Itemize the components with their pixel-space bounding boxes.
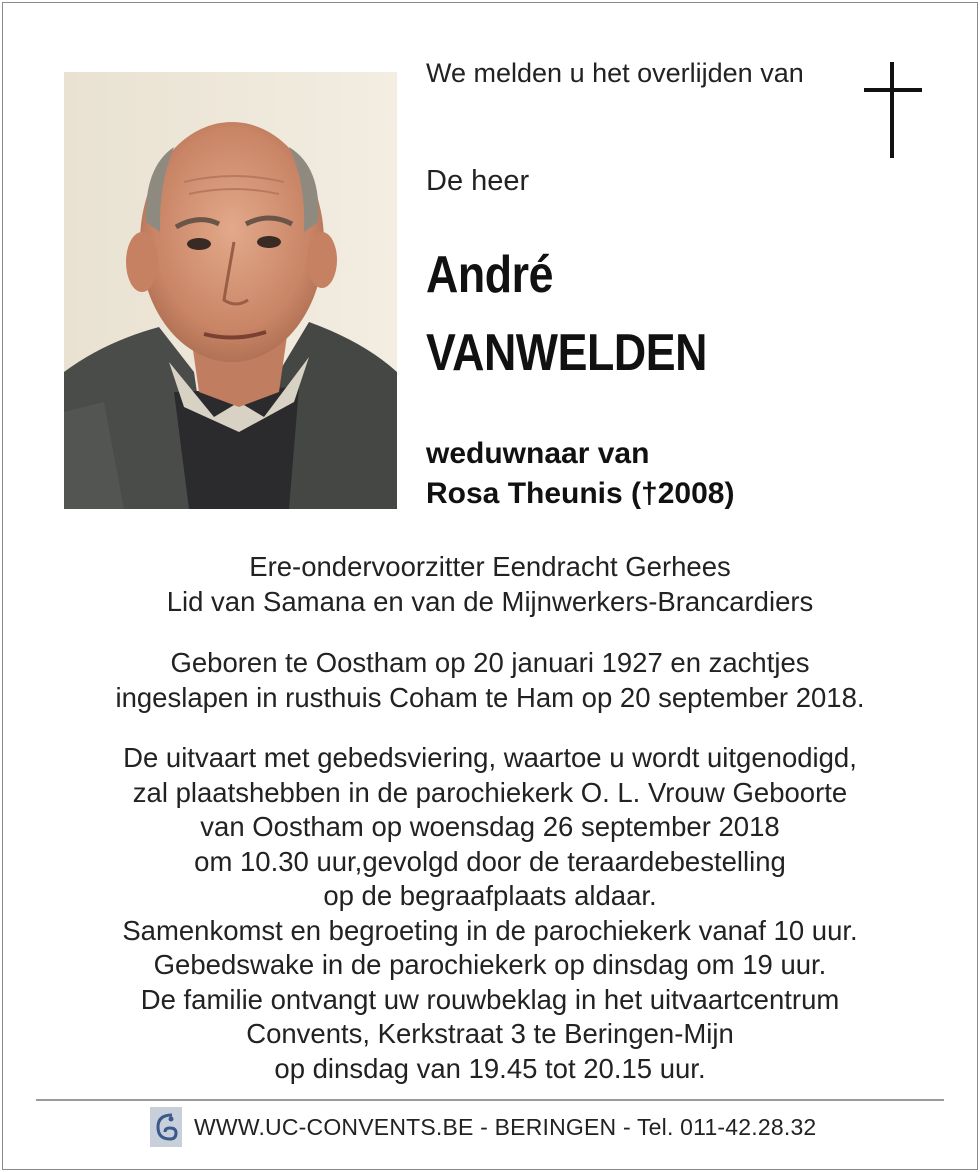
intro-text: We melden u het overlijden van — [426, 58, 804, 88]
spouse-line-1: weduwnaar van — [426, 437, 650, 470]
funeral-line: De uitvaart met gebedsviering, waartoe u wordt uitgenodigd, — [123, 742, 857, 773]
funeral-line: om 10.30 uur,gevolgd door de teraardebestelling — [194, 845, 786, 877]
funeral-line: zal plaatshebben in de parochiekerk O. L. Vrouw Geboorte — [132, 776, 848, 808]
portrait-photo — [64, 72, 397, 509]
footer-divider — [36, 1099, 944, 1101]
spouse-line-2: Rosa Theunis (†2008) — [426, 477, 735, 510]
cross-icon — [864, 62, 922, 160]
birth-line: Geboren te Oostham op 20 januari 1927 en zachtjes — [170, 647, 810, 678]
footer-contact: WWW.UC-CONVENTS.BE - BERINGEN - Tel. 011-42.28.32 — [194, 1113, 817, 1140]
funeral-center-logo-icon — [150, 1107, 182, 1147]
funeral-line: op dinsdag van 19.45 tot 20.15 uur. — [274, 1052, 706, 1084]
funeral-line: Samenkomst en begroeting in de parochiekerk vanaf 10 uur. — [122, 914, 858, 946]
last-name: VANWELDEN — [426, 324, 708, 382]
roles-block — [0, 550, 980, 619]
funeral-line: Gebedswake in de parochiekerk op dinsdag om 19 uur. — [153, 949, 827, 980]
funeral-line: Convents, Kerkstraat 3 te Beringen-Mijn — [246, 1018, 734, 1049]
role-line: Ere-ondervoorzitter Eendracht Gerhees — [249, 551, 731, 582]
spouse-info — [426, 434, 734, 514]
birth-block — [0, 646, 980, 715]
funeral-block — [0, 741, 980, 1086]
first-name: André — [426, 246, 554, 304]
funeral-line: De familie ontvangt uw rouwbeklag in het uitvaartcentrum — [140, 983, 840, 1015]
honorific: De heer — [426, 165, 530, 197]
role-line: Lid van Samana en van de Mijnwerkers-Brancardiers — [166, 585, 814, 617]
funeral-line: op de begraafplaats aldaar. — [323, 880, 657, 911]
birth-line: ingeslapen in rusthuis Coham te Ham op 20 september 2018. — [115, 681, 865, 713]
footer — [150, 1105, 816, 1149]
funeral-line: van Oostham op woensdag 26 september 2018 — [200, 811, 780, 842]
